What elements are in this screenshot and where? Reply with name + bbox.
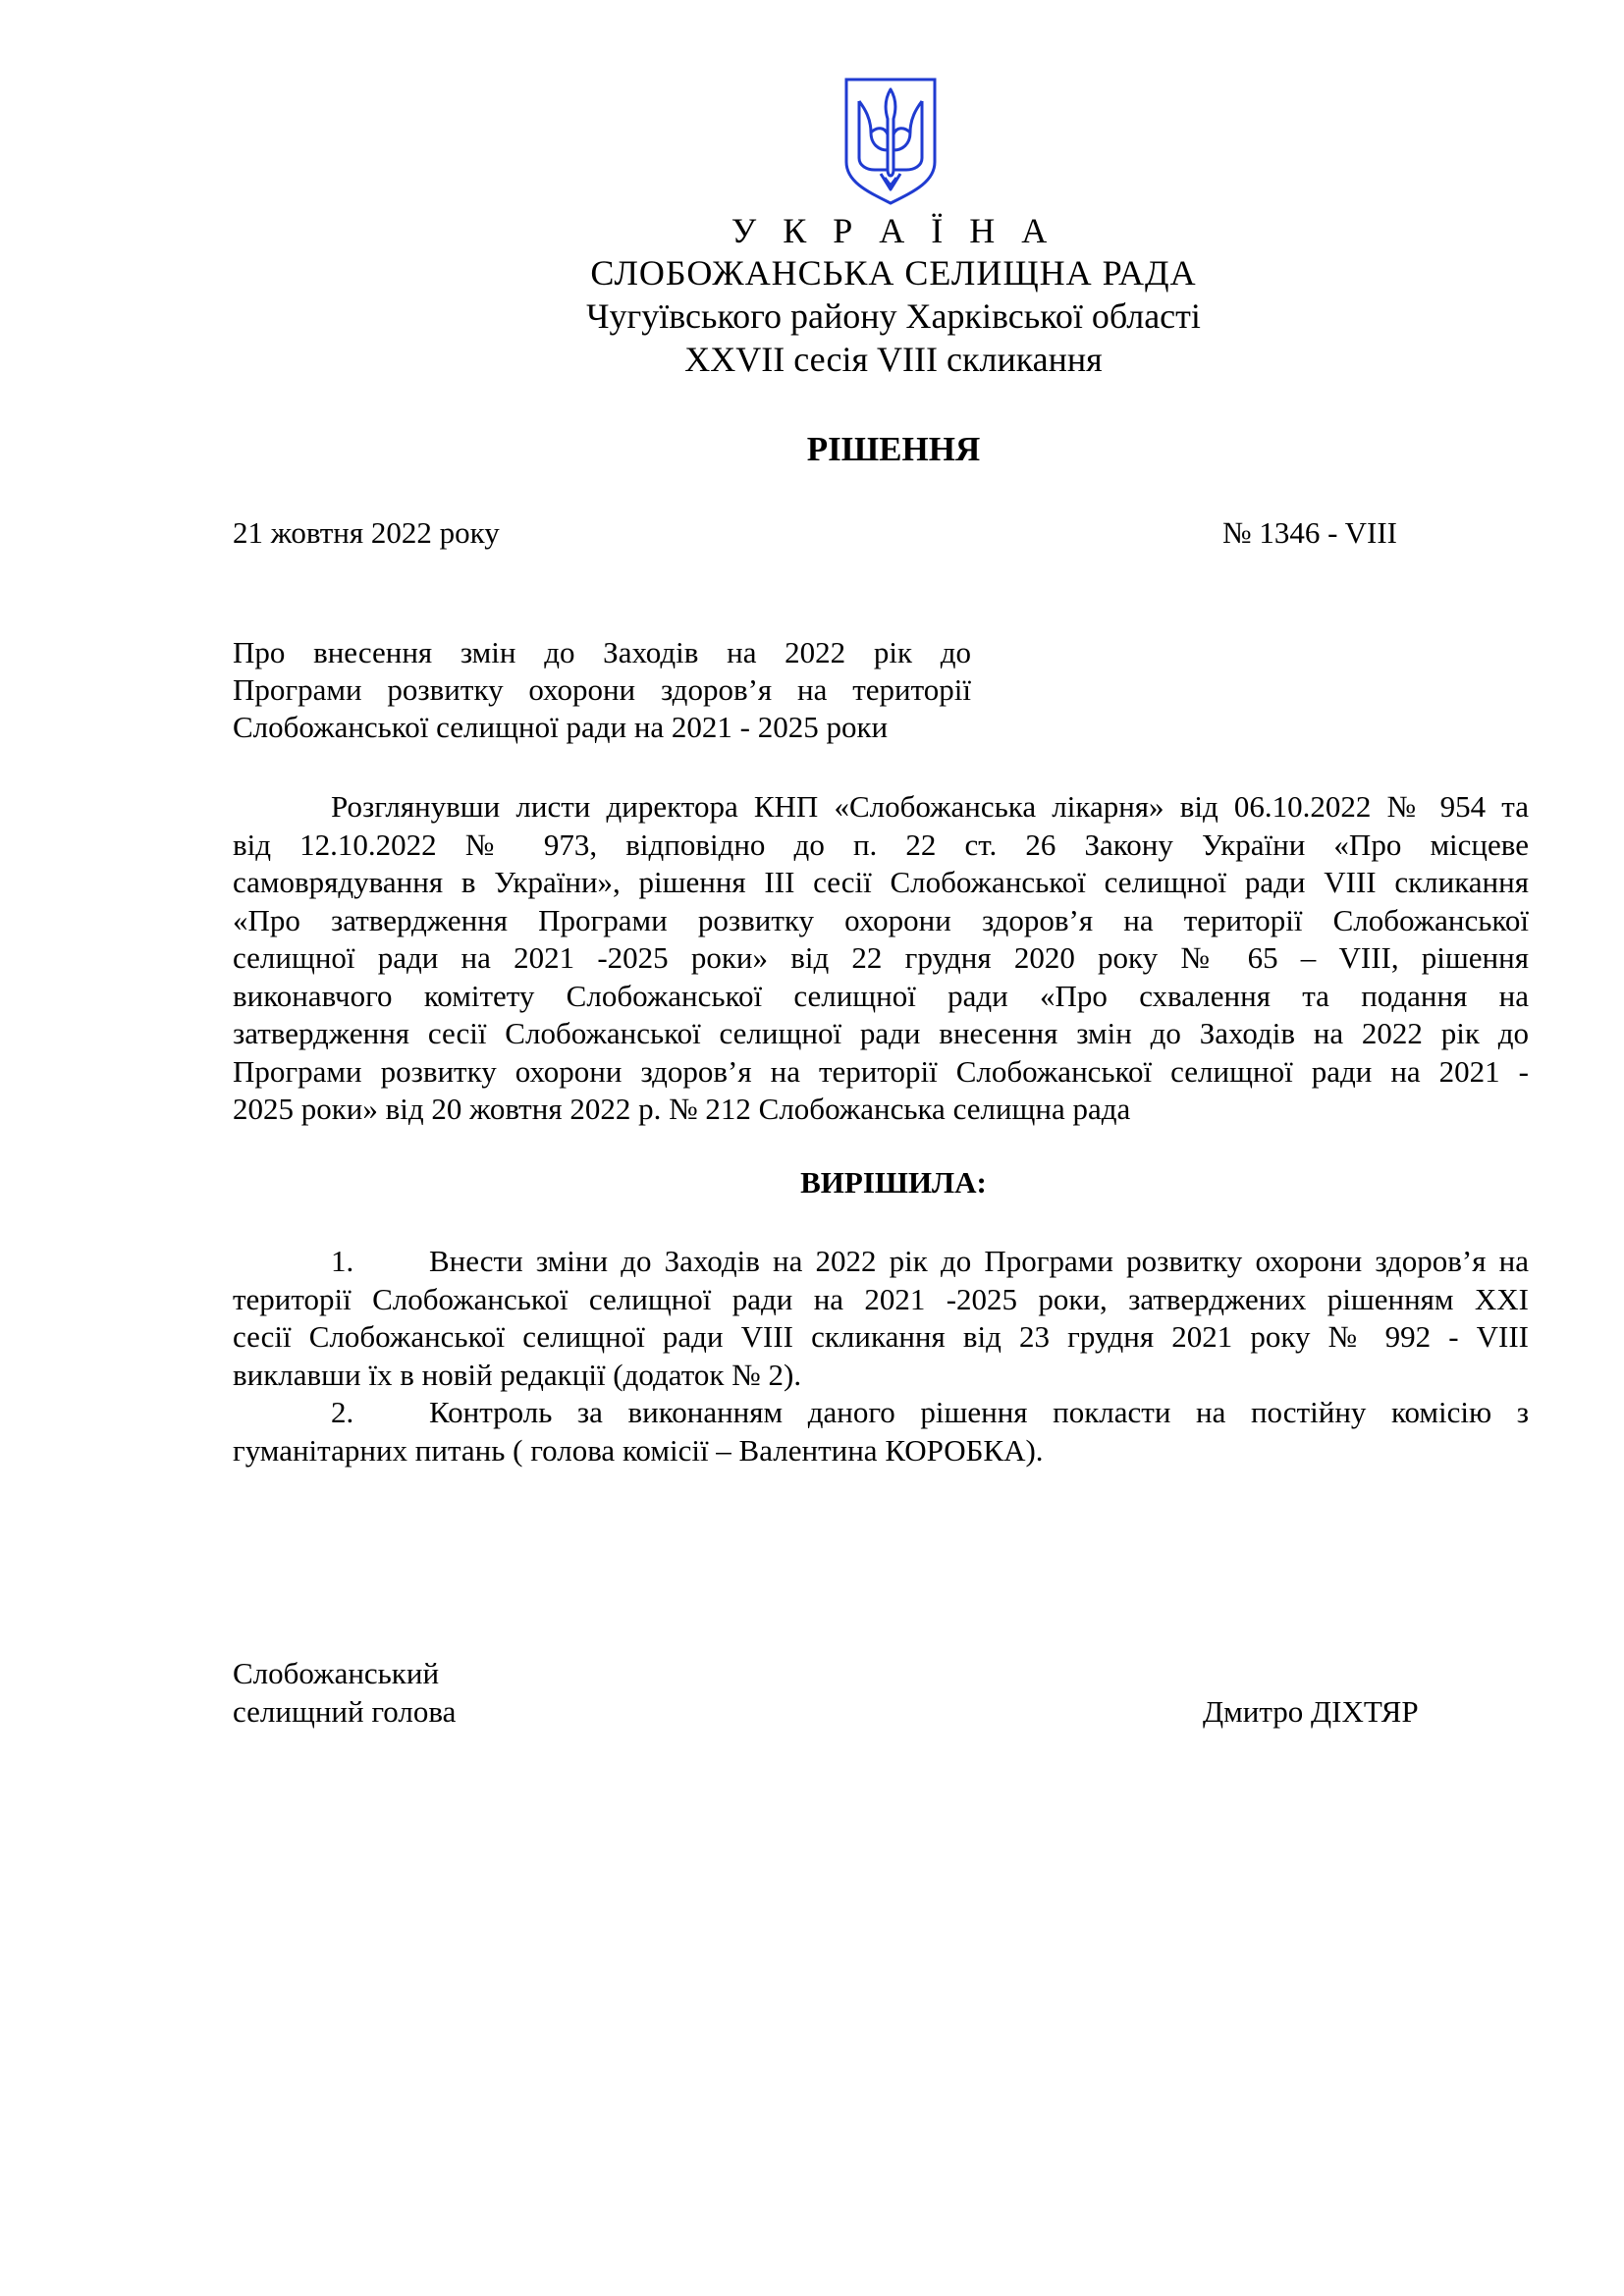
subject-line: Про внесення змін до Заходів на 2022 рік до xyxy=(233,635,971,669)
subject-line: Слобожанської селищної ради на 2021 - 2025 роки xyxy=(233,710,889,744)
header-country: У К Р А Ї Н А xyxy=(731,211,1056,250)
preamble-paragraph xyxy=(233,788,1529,1129)
item-text: Контроль за виконанням даного рішення покласти на постійну комісію з xyxy=(429,1395,1529,1429)
item-line xyxy=(233,1394,1529,1432)
signature-name: Дмитро ДІХТЯР xyxy=(1203,1694,1419,1729)
subject-line: Програми розвитку охорони здоров’я на території xyxy=(233,672,971,707)
header-council: СЛОБОЖАНСЬКА СЕЛИЩНА РАДА xyxy=(590,253,1197,293)
item-line xyxy=(233,1243,1529,1281)
item-line: виклавши їх в новій редакції (додаток № 2). xyxy=(233,1357,802,1392)
decision-item-2 xyxy=(233,1394,1529,1469)
decision-subject xyxy=(233,634,971,746)
decision-number: № 1346 - VIII xyxy=(1222,515,1397,550)
item-line: території Слобожанської селищної ради на 2021 -2025 роки, затверджених рішенням XXI xyxy=(233,1281,1529,1316)
decided-label: ВИРІШИЛА: xyxy=(800,1165,987,1200)
item-number: 2. xyxy=(331,1395,354,1429)
header-session: XXVII сесія VIII скликання xyxy=(684,340,1103,379)
preamble-line: «Про затвердження Програми розвитку охорони здоров’я на території Слобожанської xyxy=(233,902,1529,937)
document-title: РІШЕННЯ xyxy=(806,430,981,468)
preamble-line: затвердження сесії Слобожанської селищної ради внесення змін до Заходів на 2022 рік до xyxy=(233,1016,1529,1050)
preamble-line: від 12.10.2022 № 973, відповідно до п. 22 ст. 26 Закону України «Про місцеве xyxy=(233,827,1529,862)
item-text: Внести зміни до Заходів на 2022 рік до Програми розвитку охорони здоров’я на xyxy=(429,1244,1529,1278)
signature-position-line: Слобожанський xyxy=(233,1656,440,1690)
preamble-line: селищної ради на 2021 -2025 роки» від 22 грудня 2020 року № 65 – VIII, рішення xyxy=(233,940,1529,975)
signature-position xyxy=(233,1655,456,1731)
item-line: сесії Слобожанської селищної ради VIII скликання від 23 грудня 2021 року № 992 - VIII xyxy=(233,1319,1529,1354)
tryzub-coat-of-arms-icon xyxy=(841,76,940,207)
item-line: гуманітарних питань ( голова комісії – Валентина КОРОБКА). xyxy=(233,1432,1044,1468)
preamble-line: Програми розвитку охорони здоров’я на території Слобожанської селищної ради на 2021 - xyxy=(233,1053,1529,1089)
decision-date: 21 жовтня 2022 року xyxy=(233,515,500,550)
decision-item-1 xyxy=(233,1243,1529,1394)
preamble-line: 2025 роки» від 20 жовтня 2022 р. № 212 Слобожанська селищна рада xyxy=(233,1092,1131,1126)
preamble-line: самоврядування в України», рішення ІІІ сесії Слобожанської селищної ради VIII скликання xyxy=(233,865,1529,899)
header-district: Чугуївського району Харківської області xyxy=(586,296,1201,336)
preamble-line: виконавчого комітету Слобожанської селищної ради «Про схвалення та подання на xyxy=(233,978,1529,1013)
item-number: 1. xyxy=(331,1244,354,1278)
preamble-line: Розглянувши листи директора КНП «Слобожанська лікарня» від 06.10.2022 № 954 та xyxy=(331,789,1529,824)
signature-position-line: селищний голова xyxy=(233,1693,457,1729)
